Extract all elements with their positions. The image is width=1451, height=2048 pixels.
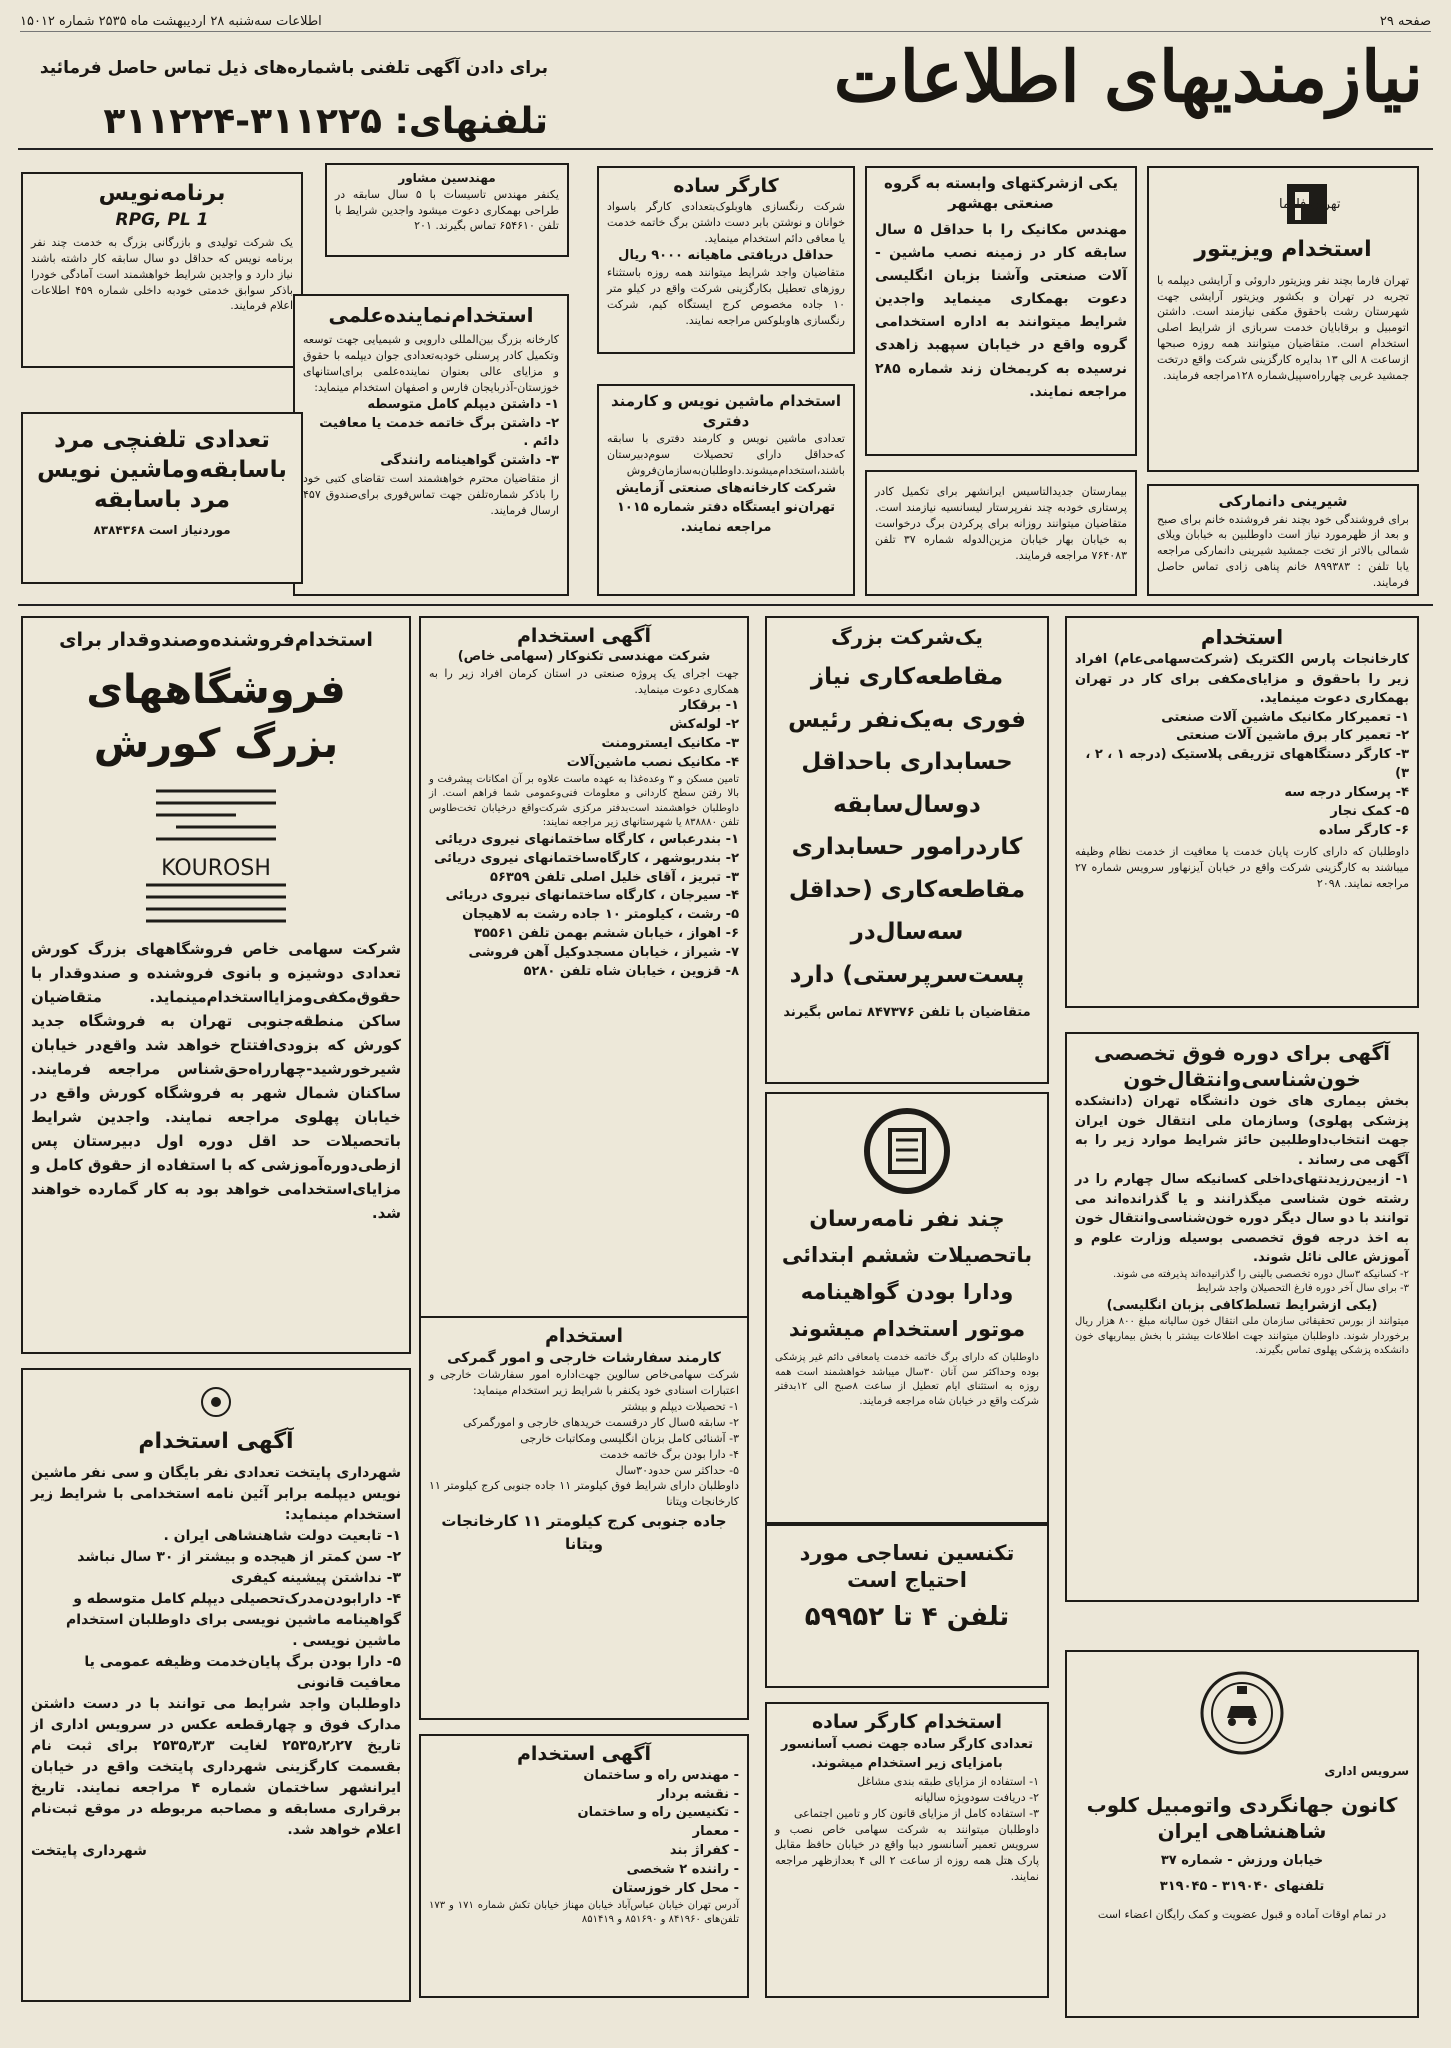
parselectric-title: استخدام [1200, 625, 1284, 649]
sci-foot: از متقاضیان محترم خواهشمند است تقاضای کتبی خود را باذکر شماره‌تلفن جهت تماس‌فوری برای‌صندوق ۴۵۷ ارسال فرمایند. [303, 472, 559, 517]
insurance-foot: داوطلبان که دارای برگ خاتمه خدمت یامعافی دائم غیر پزشکی بوده وحداکثر سن آنان ۳۰سال میباشد خواهشمند است همه روزه به استثنای ایام تعطیل از ساعت ۸صبح الی ۱۲بدفتر شرکت واقع در خیابان شاه مراجعه فرمایند. [775, 1352, 1039, 1407]
khuzestan-item-4: - معمار [692, 1824, 739, 1840]
rpg-body: یک شرکت تولیدی و بازرگانی بزرگ به خدمت چند نفر برنامه نویس که حداقل دو سال سابقه کار داشته باشند نیاز دارد و واجدین شرایط خواهشمند است آمادگی خودرا باذکر سوابق خدمتی خودبه داخلی شماره ۴۵۹ اطلاعات اعلام فرمایند. [31, 235, 293, 313]
blood-item-3: ۳- برای سال آخر دوره فارغ التحصیلان واجد شرایط [1196, 1283, 1409, 1294]
kourosh-body: شرکت سهامی خاص فروشگاههای بزرگ کورش تعدادی دوشیزه و بانوی فروشنده و صندوقدار با حقوق‌مکفی‌ومزایااستخدام‌مینماید. متقاضیان ساکن منطقه‌جنوبی تهران به فروشگاه جدید کورش که بزودی‌افتتاح خواهد شد واقع‌در خیابان شیرخورشید-چهارراه‌حق‌شناس مراجعه فرمایند. ساکنان شمال شهر به فروشگاه کورش واقع در خیابان پهلوی مراجعه نمایند. واجدین شرایط باتحصیلات حد اقل دوره اول دبیرستان پس ازطی‌دوره‌آموزشی که با استفاده از حقوق کامل و مزایای‌استخدامی خواهد بود به کار گمارده خواهند شد. [31, 939, 401, 1222]
khuzestan-foot: آدرس تهران خیابان عباس‌آباد خیابان مهناز خیابان تکش شماره ۱۷۱ و ۱۷۳ تلفن‌های ۸۴۱۹۶۰ و ۸۵۱۶۹۰ و ۸۵۱۴۱۹ [429, 1899, 739, 1926]
municipality-foot: داوطلبان واجد شرایط می توانند با در دست داشتن مدارک فوق و چهارقطعه عکس در سرویس اداری از تاریخ ۲۵۳۵٫۲٫۲۷ لغایت ۲۵۳۵٫۳٫۳ برای ثبت نام بقسمت کارگزینی شهرداری پایتخت واقع در خیابان ایرانشهر ساختمان شماره ۴ مراجعه نمایند. تاریخ برقراری مسابقه و مصاحبه مربوطه در موقع ثبت‌نام اعلام خواهد شد. [31, 1695, 402, 1838]
tonekar-city-2: ۲- بندربوشهر ، کارگاه‌ساختمانهای نیروی دریائی [433, 850, 739, 866]
club-foot: در تمام اوقات آماده و قبول عضویت و کمک رایگان اعضاء است [1097, 1908, 1387, 1922]
khuzestan-title: آگهی استخدام [516, 1743, 651, 1765]
tonekar-item-4: ۴- مکانیک نصب ماشین‌آلات [566, 754, 739, 770]
elevator-foot: داوطلبان میتوانند به شرکت سهامی خاص نصب و سرویس تعمیر آسانسور دیبا واقع در خیابان حافظ مقابل پارک هتل همه روزه از ساعت ۲ الی ۴ بعدازظهر مراجعه نمایند. [775, 1822, 1039, 1884]
parselectric-item-2: ۲- تعمیر کار برق ماشین آلات صنعتی [1176, 728, 1409, 744]
khuzestan-item-2: - نقشه بردار [657, 1786, 739, 1802]
customs-item-2: ۲- سابقه ۵سال کار درقسمت خریدهای خارجی و امورگمرکی [462, 1415, 739, 1429]
kourosh-logo [31, 781, 401, 931]
ad-touring-club [1065, 1650, 1419, 2018]
parselectric-foot: داوطلبان که دارای کارت پایان خدمت یا معافیت از خدمت نظام وظیفه میباشند به کارگزینی شرکت واقع در خیابان آیزنهاور سرویس شماره ۲۷ مراجعه نمایند. ۲۰۹۸ [1075, 845, 1409, 891]
ad-technocar [419, 616, 749, 1326]
blood-sub: خون‌شناسی‌وانتقال‌خون [1123, 1067, 1361, 1091]
accounting-body: مقاطعه‌کاری نیاز فوری به‌یک‌نفر رئیس حسابداری باحداقل دوسال‌سابقه کاردرامور حسابداری مقاطعه‌کاری (حداقل سه‌سال‌در پست‌سرپرستی) دارد [788, 664, 1026, 988]
kourosh-big: فروشگاههای بزرگ کورش [86, 666, 346, 767]
tonekar-body: تامین مسکن و ۳ وعده‌غذا به عهده ماست علاوه بر آن امکانات پیشرفت و بالا رفتن سطح کاردانی و معلومات فنی‌وعمومی شما فراهم است. از داوطلبان خواهشمند است‌بدفتر مرکزی شرکت‌واقع درخیابان تخت‌طاوس تلفن ۸۳۸۸۸۰ یا شهرستانهای زیر مراجعه نمایند: [429, 773, 740, 829]
municipality-body: شهرداری پایتخت تعدادی نفر بایگان و سی نفر ماشین نویس دیپلمه برابر آئین نامه استخدامی با شرایط زیر استخدام مینماید: [31, 1464, 401, 1523]
phone-numbers: تلفنهای: ۳۱۱۲۲۵-۳۱۱۲۲۴ [103, 101, 548, 142]
sweet-body: برای فروشندگی خود بچند نفر فروشنده خانم برای صبح و بعد از ظهرمورد نیاز است داوطلبین به خیابان ویلای شمالی بالاتر از تخت جمشید شیرینی دانمارکی مراجعه یابا تلفن : ۸۹۹۳۸۳ خانم پناهی زادی تماس حاصل فرمایند. [1157, 512, 1409, 590]
operator-phone: موردنیاز است ۸۳۸۴۳۶۸ [93, 522, 231, 537]
municipality-item-5: ۵- دارا بودن برگ پایان‌خدمت وظیفه عمومی یا معافیت قانونی [84, 1653, 401, 1691]
ad-simple-worker [597, 166, 855, 354]
group-body: مهندس مکانیک را با حداقل ۵ سال سابقه کار در زمینه نصب ماشین - آلات صنعتی وآشنا بزبان انگلیسی دعوت بهمکاری مینماید واجدین شرایط میتوانند به اداره استخدامی گروه واقع در خیابان سپهبد زاهدی نرسیده به کریمخان زند شماره ۲۸۵ مراجعه نمایند. [875, 222, 1128, 400]
tehranfarma-body: تهران فارما بچند نفر ویزیتور داروئی و آرایشی دیپلمه با تجربه در تهران و بکشور ویزیتور آرایشی جهت شهرستان رشت باحقوق مکفی نیازمند است. داشتن اتومبیل و برقابایان خدمت سربازی از شرایط اصلی استخدام است. متقاضیان میتوانند همه روزه صبحها ازساعت ۸ الی ۱۳ بدایره کارگزینی شرکت واقع درتخت جمشید غربی چهارراه‌سپیل‌شماره ۱۲۸مراجعه فرمایند. [1157, 273, 1409, 383]
elevator-item-1: ۱- استفاده از مزایای طبقه بندی مشاغل [857, 1774, 1039, 1788]
textile-title2: احتیاج است [847, 1568, 967, 1593]
tonekar-item-1: ۱- برقکار [679, 698, 739, 714]
engineer-title: مهندسین مشاور [398, 171, 496, 185]
customs-sub: کارمند سفارشات خارجی و امور گمرکی [447, 1349, 721, 1366]
tonekar-sub: شرکت مهندسی تکنوکار (سهامی خاص) [457, 648, 711, 664]
municipality-item-2: ۲- سن کمتر از هیجده و بیشتر از ۳۰ سال نباشد [77, 1548, 401, 1565]
textile-title: تکنسین نساجی مورد [799, 1541, 1015, 1565]
sci-item-1: ۱- داشتن دیپلم کامل متوسطه [367, 396, 559, 412]
ad-scientific-rep [293, 294, 569, 596]
parselectric-item-4: ۴- پرسکار درجه سه [1284, 784, 1409, 800]
tehranfarma-logo [1157, 180, 1409, 228]
ad-telephone-operator [21, 412, 303, 584]
khuzestan-item-1: - مهندس راه و ساختمان [583, 1767, 739, 1783]
elevator-title: استخدام کارگر ساده [811, 1711, 1003, 1733]
typist-bold: شرکت کارخانه‌های صنعتی آزمایش تهران‌نو ایستگاه دفتر شماره ۱۰۱۵ مراجعه نمایند. [615, 480, 837, 535]
rpg-title: برنامه‌نویس [98, 181, 226, 206]
club-addr: خیابان ورزش - شماره ۳۷ [1160, 1852, 1324, 1868]
accounting-foot: متقاضیان با تلفن ۸۴۷۳۷۶ تماس بگیرند [783, 1005, 1031, 1021]
ad-danish-pastry [1147, 484, 1419, 596]
sci-item-2: ۲- داشتن برگ خاتمه خدمت یا معافیت دائم . [319, 415, 559, 450]
simple1-body2: متقاضیان واجد شرایط میتوانند همه روزه باستثناء روزهای تعطیل بکارگزینی شرکت واقع در کیلو متر ۱۰ جاده مخصوص کرج ایستگاه کیم، شرکت رنگسازی هاوبلوکس مراجعه نمایند. [607, 266, 845, 328]
tonekar-title: آگهی استخدام [516, 625, 651, 647]
tonekar-city-3: ۳- تبریز ، آقای خلیل اصلی تلفن ۵۶۳۵۹ [490, 869, 739, 885]
customs-item-1: ۱- تحصیلات دیپلم و بیشتر [622, 1399, 739, 1413]
tonekar-city-6: ۶- اهواز ، خیابان ششم بهمن تلفن ۳۵۵۶۱ [474, 926, 739, 942]
elevator-item-2: ۲- دریافت سودویژه سالیانه [914, 1790, 1039, 1804]
operator-title2: باسابقه‌وماشین نویس [37, 456, 287, 483]
page-number: صفحه ۲۹ [1379, 14, 1431, 29]
customs-bold: جاده جنوبی کرج کیلومتر ۱۱ کارخانجات ویتانا [441, 1512, 727, 1553]
club-caption: سرویس اداری [1324, 1764, 1409, 1778]
parselectric-intro: کارخانجات پارس الکتریک (شرکت‌سهامی‌عام) افراد زیر را باحقوق و مزایای‌مکفی برای کار در تهران بهمکاری دعوت مینماید. [1075, 652, 1409, 706]
tonekar-city-1: ۱- بندرعباس ، کارگاه ساختمانهای نیروی دریائی [434, 831, 739, 847]
masthead-title: نیازمندیهای اطلاعات [833, 35, 1423, 118]
insurance-title: چند نفر نامه‌رسان [809, 1207, 1005, 1232]
ad-behshahr-group [865, 166, 1137, 456]
blood-item-1: ۱- ازبین‌رزیدنتهای‌داخلی کسانیکه سال چهارم را در رشته خون شناسی میگذرانند و یا گذرانده‌اند می توانند با دو سال دیگر دوره خون‌شناسی‌وانتقال خون به اخذ درجه فوق تخصصی بوسیله وزارت علوم و آموزش عالی نائل شوند. [1075, 1172, 1409, 1265]
customs-item-5: ۵- حداکثر سن حدود۳۰سال [615, 1463, 739, 1477]
khuzestan-item-3: - تکنیسین راه و ساختمان [577, 1805, 739, 1821]
customs-title: استخدام [544, 1325, 624, 1347]
ad-insurance-courier [765, 1092, 1049, 1524]
khuzestan-item-5: - کفراژ بند [669, 1843, 739, 1859]
elevator-item-3: ۳- استفاده کامل از مزایای قانون کار و تامین اجتماعی [793, 1806, 1039, 1820]
blood-title: آگهی برای دوره فوق تخصصی [1093, 1041, 1390, 1065]
ad-programmer [21, 172, 303, 368]
group-title: یکی ازشرکتهای وابسته به گروه صنعتی بهشهر [884, 174, 1118, 212]
ad-khuzestan-roads [419, 1734, 749, 1998]
ad-consulting-engineers [325, 163, 569, 257]
parselectric-item-3: ۳- کارگر دستگاههای تزریقی پلاستیک (درجه ۱ ، ۲ ، ۳) [1085, 747, 1409, 782]
municipality-sign: شهرداری پایتخت [31, 1842, 147, 1859]
tehranfarma-logo-text: تهران فارما [1279, 197, 1341, 212]
ad-iranshahr-hospital [865, 470, 1137, 596]
insurance-logo [775, 1106, 1039, 1196]
kourosh-title: استخدام‌فروشنده‌وصندوقدار برای [59, 629, 373, 651]
customs-foot: داوطلبان دارای شرایط فوق کیلومتر ۱۱ جاده جنوبی کرج کیلومتر ۱۱ کارخانجات ویتانا [429, 1479, 739, 1509]
customs-item-3: ۳- آشنائی کامل بزبان انگلیسی ومکاتبات خارجی [520, 1431, 739, 1445]
tonekar-intro: جهت اجرای یک پروژه صنعتی در استان کرمان افراد زیر را به همکاری دعوت مینماید. [429, 666, 739, 696]
parselectric-item-6: ۶- کارگر ساده [1319, 822, 1409, 838]
simple1-title: کارگر ساده [673, 175, 779, 197]
operator-title: تعدادی تلفنچی مرد [54, 427, 270, 453]
club-phones: تلفنهای ۳۱۹۰۴۰ - ۳۱۹۰۴۵ [1159, 1879, 1325, 1895]
club-emblem [1075, 1668, 1409, 1758]
tonekar-city-7: ۷- شیراز ، خیابان مسجدوکیل آهن فروشی [468, 944, 739, 960]
ad-pars-electric [1065, 616, 1419, 1008]
hospital-body: بیمارستان جدیدالتاسیس ایرانشهر برای تکمیل کادر پرستاری خودبه چند نفرپرستار لیسانسیه نیازمند است. متقاضیان میتوانند روزانه برای پرکردن برگ درخواست به خیابان بهار خیابان مزین‌الدوله شماره ۳۷ تلفن ۷۶۴۰۸۳ مراجعه فرمایند. [875, 485, 1127, 562]
khuzestan-item-6: - راننده ۲ شخصی [626, 1861, 739, 1877]
masthead-rule [18, 148, 1433, 150]
ad-tehranfarma [1147, 166, 1419, 472]
municipality-item-3: ۳- نداشتن پیشینه کیفری [231, 1569, 401, 1586]
tonekar-item-2: ۲- لوله‌کش [669, 717, 739, 733]
ad-typist [597, 384, 855, 596]
accounting-title: یک‌شرکت بزرگ [831, 625, 983, 649]
khuzestan-item-7: - محل کار خوزستان [612, 1880, 739, 1896]
row-divider [18, 604, 1433, 606]
blood-body: بخش بیماری های خون دانشگاه تهران (دانشکده پزشکی پهلوی) وسازمان ملی انتقال خون ایران جهت انتخاب‌داوطلبین حائز شرایط موارد زیر را به آگهی می رساند . [1075, 1094, 1409, 1168]
customs-body: شرکت سهامی‌خاص سالوین جهت‌اداره امور سفارشات خارجی و اعتبارات اسنادی خود یکنفر با شرایط زیر استخدام مینماید: [429, 1367, 739, 1397]
municipality-title: آگهی استخدام [138, 1429, 294, 1454]
phone-call-note: برای دادن آگهی تلفنی باشماره‌های ذیل تماس حاصل فرمائید [39, 58, 548, 78]
blood-foot: میتوانند از بورس تحقیقاتی سازمان ملی انتقال خون سالیانه مبلغ ۸۰۰ هزار ریال برخوردار شوند. داوطلبان میتوانند جهت اطلاعات بیشتر با بخش بیماریهای خون دانشکده پزشکی پهلوی تماس بگیرند. [1075, 1316, 1409, 1357]
engineer-body: یکنفر مهندس تاسیسات با ۵ سال سابقه در طراحی بهمکاری دعوت میشود واجدین شرایط با تلفن ۶۵۴۶۱۰ تماس بگیرند. ۲۰۱ [335, 187, 559, 233]
typist-title: استخدام ماشین نویس و کارمند دفتری [610, 392, 842, 430]
ad-textile-technician [765, 1524, 1049, 1688]
kourosh-logo-text: KOUROSH [161, 855, 271, 881]
parselectric-item-1: ۱- تعمیرکار مکانیک ماشین آلات صنعتی [1161, 709, 1409, 725]
textile-phone: تلفن ۴ تا ۵۹۹۵۲ [804, 1601, 1010, 1632]
operator-title3: مرد باسابقه [93, 486, 231, 513]
tonekar-city-8: ۸- قزوین ، خیابان شاه تلفن ۵۲۸۰ [523, 963, 739, 979]
rpg-sub: RPG, PL 1 [115, 209, 209, 230]
elevator-body: تعدادی کارگر ساده جهت نصب آسانسور بامزایای زیر استخدام میشوند. [780, 1736, 1033, 1772]
tonekar-city-5: ۵- رشت ، کیلومتر ۱۰ جاده رشت به لاهیجان [462, 907, 739, 923]
sci-body: کارخانه بزرگ بین‌المللی دارویی و شیمیایی جهت توسعه وتکمیل کادر پرسنلی خودبه‌تعدادی جوان دیپلمه با حقوق و مزایای عالی بعنوان نماینده‌علمی برای‌استانهای خوزستان-آذربایجان فارس و اصفهان استخدام مینماید: [303, 333, 559, 394]
simple1-salary: حداقل دریافتی ماهیانه ۹۰۰۰ ریال [618, 247, 834, 263]
issue-date: اطلاعات سه‌شنبه ۲۸ اردیبهشت ماه ۲۵۳۵ شماره ۱۵۰۱۲ [20, 14, 322, 29]
ad-blood-fellowship [1065, 1032, 1419, 1602]
blood-note: (یکی ازشرایط تسلط‌کافی بزبان انگلیسی) [1106, 1297, 1378, 1313]
ad-customs-clerk [419, 1316, 749, 1720]
simple1-body: شرکت رنگسازی هاوبلوک‌بتعدادی کارگر باسواد خوانان و نوشتن بابر دست داشتن برگ خاتمه خدمت یا معافی دائم استخدام مینماید. [607, 199, 845, 245]
tehranfarma-title: استخدام ویزیتور [1194, 237, 1372, 262]
municipality-item-4: ۴- دارابودن‌مدرک‌تحصیلی دیپلم کامل متوسطه و گواهینامه ماشین نویسی برای داوطلبان استخدام ماشین نویسی . [66, 1590, 401, 1649]
typist-body: تعدادی ماشین نویس و کارمند دفتری با سابقه که‌حداقل دارای تحصیلات سوم‌دبیرستان باشند،استخدام‌میشوند.داوطلبان‌به‌سازمان‌فروش [607, 432, 845, 477]
customs-item-4: ۴- دارا بودن برگ خاتمه خدمت [599, 1447, 739, 1461]
parselectric-item-5: ۵- کمک نجار [1330, 803, 1409, 819]
insurance-body: باتحصیلات ششم ابتدائی ودارا بودن گواهینامه موتور استخدام میشوند [781, 1243, 1033, 1341]
sci-item-3: ۳- داشتن گواهینامه رانندگی [380, 453, 559, 469]
sci-title: استخدام‌نماینده‌علمی [328, 303, 534, 327]
blood-item-2: ۲- کسانیکه ۳سال دوره تخصصی بالینی را گذرانیده‌اند پذیرفته می شوند. [1112, 1268, 1409, 1280]
sweet-title: شیرینی دانمارکی [1218, 492, 1348, 510]
ad-municipality [21, 1368, 411, 2002]
club-title: کانون جهانگردی واتومبیل کلوب شاهنشاهی ایران [1086, 1792, 1398, 1843]
tonekar-item-3: ۳- مکانیک ایسترومنت [601, 736, 739, 752]
ad-chief-accountant [765, 616, 1049, 1084]
ad-kourosh-stores [21, 616, 411, 1354]
page-header [20, 14, 1431, 32]
ad-elevator-workers [765, 1702, 1049, 1998]
municipality-item-1: ۱- تابعیت دولت شاهنشاهی ایران . [163, 1527, 401, 1544]
municipality-emblem [31, 1382, 401, 1422]
tonekar-city-4: ۴- سیرجان ، کارگاه ساختمانهای نیروی دریائی [445, 888, 739, 904]
